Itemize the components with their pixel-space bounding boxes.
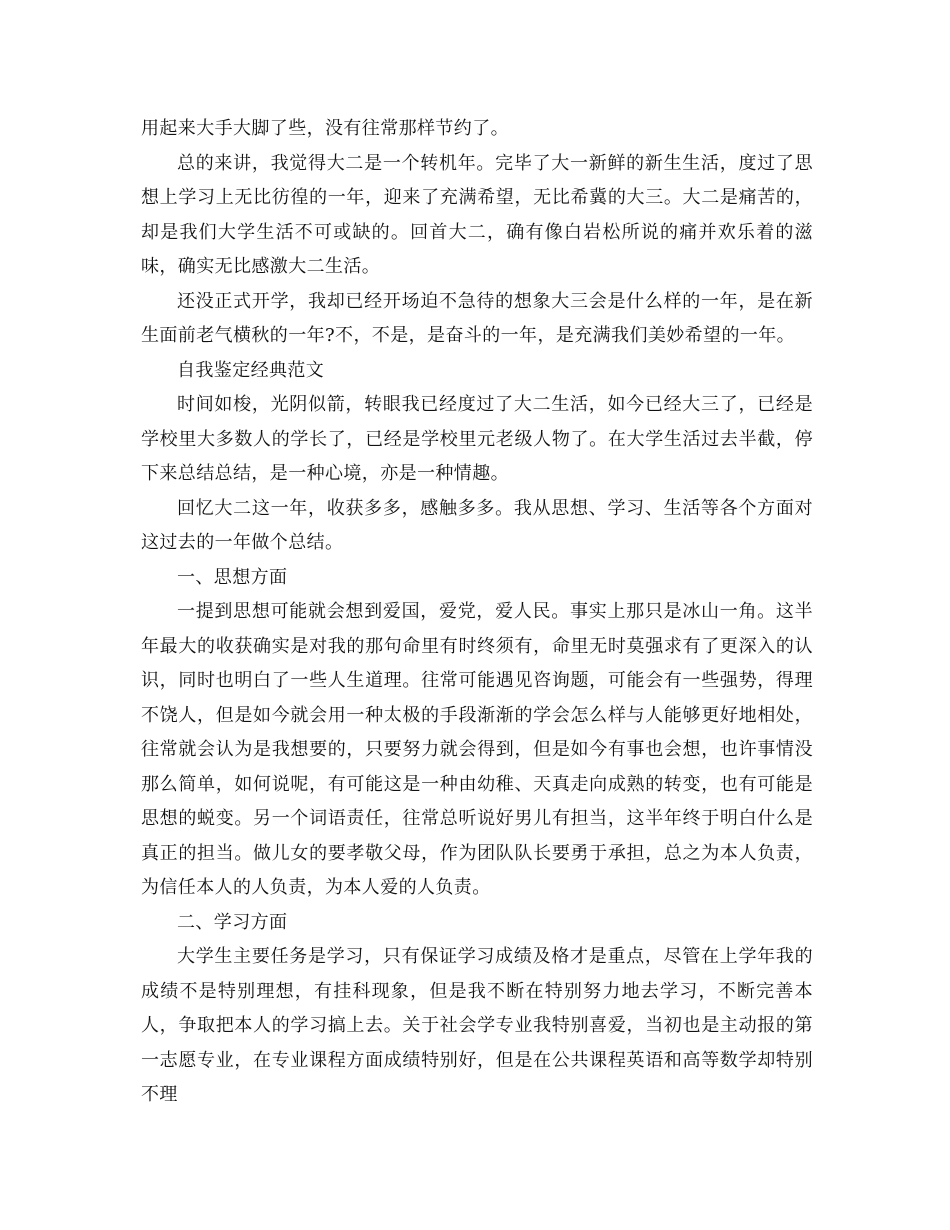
section-title-self-assessment: 自我鉴定经典范文 xyxy=(177,359,325,381)
paragraph-continuation: 用起来大手大脚了些，没有往常那样节约了。 xyxy=(141,118,509,139)
paragraph-junior-year: 还没正式开学，我却已经开场迫不急待的想象大三会是什么样的一年，是在新生面前老气横秋的一年?不，不是，是奋斗的一年，是充满我们美妙希望的一年。 xyxy=(141,290,813,346)
paragraph-recall: 回忆大二这一年，收获多多，感触多多。我从思想、学习、生活等各个方面对这过去的一年做个总结。 xyxy=(141,497,813,553)
paragraph-thought: 一提到思想可能就会想到爱国，爱党，爱人民。事实上那只是冰山一角。这半年最大的收获确实是对我的那句命里有时终须有，命里无时莫强求有了更深入的认识，同时也明白了一些人生道理。往常可能遇见咨询题，可能会有一些强势，得理不饶人，但是如今就会用一种太极的手段渐渐的学会怎么样与人能够更好地相处，往常就会认为是我想要的，只要努力就会得到，但是如今有事也会想，也许事情没那么简单，如何说呢，有可能这是一种由幼稚、天真走向成熟的转变，也有可能是思想的蜕变。另一个词语责任，往常总听说好男儿有担当，这半年终于明白什么是真正的担当。做儿女的要孝敬父母，作为团队队长要勇于承担，总之为本人负责，为信任本人的人负责，为本人爱的人负责。 xyxy=(141,601,813,898)
document-body xyxy=(141,112,813,1113)
heading-thought: 一、思想方面 xyxy=(177,566,288,588)
paragraph-study: 大学生主要任务是学习，只有保证学习成绩及格才是重点，尽管在上学年我的成绩不是特别理想，有挂科现象，但是我不断在特别努力地去学习，不断完善本人，争取把本人的学习搞上去。关于社会学专业我特别喜爱，当初也是主动报的第一志愿专业，在专业课程方面成绩特别好，但是在公共课程英语和高等数学却特别不理 xyxy=(141,946,813,1105)
paragraph-time-flies: 时间如梭，光阴似箭，转眼我已经度过了大二生活，如今已经大三了，已经是学校里大多数人的学长了，已经是学校里元老级人物了。在大学生活过去半截，停下来总结总结，是一种心境，亦是一种情趣。 xyxy=(141,394,813,484)
paragraph-summary: 总的来讲，我觉得大二是一个转机年。完毕了大一新鲜的新生生活，度过了思想上学习上无比彷徨的一年，迎来了充满希望，无比希冀的大三。大二是痛苦的，却是我们大学生活不可或缺的。回首大二，确有像白岩松所说的痛并欢乐着的滋味，确实无比感激大二生活。 xyxy=(141,152,813,277)
heading-study: 二、学习方面 xyxy=(177,911,288,933)
